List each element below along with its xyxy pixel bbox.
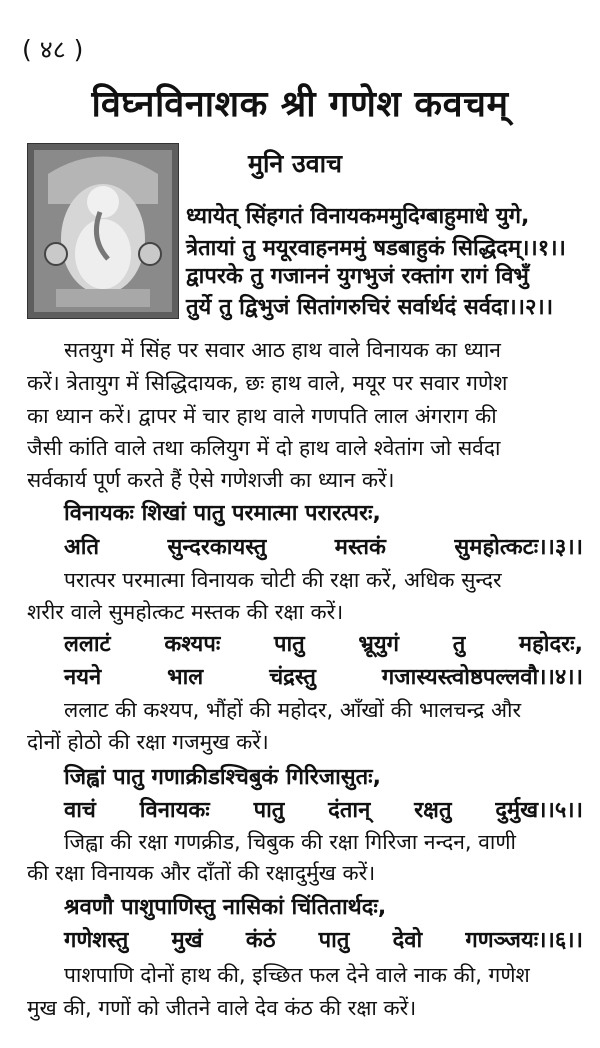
word: भ्रूयुगं <box>358 632 399 657</box>
translation-line: ललाट की कश्यप, भौंहों की महोदर, आँखों की भालचन्द्र और <box>64 698 522 722</box>
verse-line: द्वापरके तु गजाननं युगभुजं रक्तांग रागं विभुँ <box>186 264 529 289</box>
word: भाल <box>167 665 204 690</box>
ganesha-image <box>27 143 179 319</box>
verse-line <box>64 537 583 559</box>
word: गणञ्जयः।।६।। <box>465 928 583 953</box>
translation-line: करें। त्रेतायुग में सिद्धिदायक, छः हाथ वाले, मयूर पर सवार गणेश <box>27 371 508 395</box>
verse-line <box>64 930 583 952</box>
verse-line: तुर्ये तु द्विभुजं सितांगरुचिरं सर्वार्थदं सर्वदा।।२।। <box>186 295 554 320</box>
translation-line: सर्वकार्य पूर्ण करते हैं ऐसे गणेशजी का ध्यान करें। <box>27 468 395 492</box>
word: विनायकः <box>139 798 210 823</box>
translation-line: जिह्वा की रक्षा गणक्रीड, चिबुक की रक्षा गिरिजा नन्दन, वाणी <box>64 830 516 854</box>
word: पातु <box>273 632 305 657</box>
verse-line <box>64 634 583 656</box>
word: ललाटं <box>64 632 111 657</box>
word: दुर्मुख।।५।। <box>495 798 583 823</box>
word: वाचं <box>64 798 96 823</box>
translation-line: शरीर वाले सुमहोत्कट मस्तक की रक्षा करें। <box>27 600 344 624</box>
word: गजास्यस्त्वोष्ठपल्लवौ।।४।। <box>381 665 583 690</box>
word: अति <box>64 535 100 560</box>
word: पातु <box>253 798 285 823</box>
translation-line: सतयुग में सिंह पर सवार आठ हाथ वाले विनायक का ध्यान <box>64 338 501 362</box>
verse-line: त्रेतायां तु मयूरवाहनममुं षडबाहुकं सिद्धिदम्।।१।। <box>186 236 566 261</box>
word: मुखं <box>171 928 203 953</box>
word: पातु <box>318 928 350 953</box>
word: कंठं <box>245 928 276 953</box>
word: दंतान् <box>328 798 371 823</box>
word: महोदरः, <box>518 632 583 657</box>
translation-line: की रक्षा विनायक और दाँतों की रक्षादुर्मुख करें। <box>27 861 376 885</box>
translation-line: का ध्यान करें। द्वापर में चार हाथ वाले गणपति लाल अंगराग की <box>27 404 497 428</box>
verse-line <box>64 667 583 689</box>
speaker-heading: मुनि उवाच <box>248 149 342 178</box>
word: रक्षतु <box>414 798 452 823</box>
word: चंद्रस्तु <box>269 665 316 690</box>
page-title: विघ्नविनाशक श्री गणेश कवचम् <box>91 84 509 125</box>
word: तु <box>452 632 466 657</box>
word: मस्तकं <box>334 535 386 560</box>
word: कश्यपः <box>164 632 221 657</box>
word: सुमहोत्कटः।।३।। <box>454 535 583 560</box>
translation-line: परात्पर परमात्मा विनायक चोटी की रक्षा करें, अधिक सुन्दर <box>64 568 502 592</box>
word: गणेशस्तु <box>64 928 129 953</box>
translation-line: पाशपाणि दोनों हाथ की, इच्छित फल देने वाले नाक की, गणेश <box>64 963 530 987</box>
page-number: ( ४८ ) <box>22 35 84 64</box>
word: देवो <box>392 928 423 953</box>
word: नयने <box>64 665 102 690</box>
verse-line: विनायकः शिखां पातु परमात्मा परारत्परः, <box>64 501 381 526</box>
verse-line: जिह्वां पातु गणाक्रीडश्चिबुकं गिरिजासुतः, <box>64 765 381 790</box>
verse-line: ध्यायेत् सिंहगतं विनायकममुदिग्बाहुमाधे युगे, <box>186 204 530 229</box>
word: सुन्दरकायस्तु <box>167 535 267 560</box>
translation-line: मुख की, गणों को जीतने वाले देव कंठ की रक्षा करें। <box>27 996 417 1020</box>
translation-line: जैसी कांति वाले तथा कलियुग में दो हाथ वाले श्वेतांग जो सर्वदा <box>27 436 501 460</box>
translation-line: दोनों होठो की रक्षा गजमुख करें। <box>27 730 269 754</box>
verse-line: श्रवणौ पाशुपाणिस्तु नासिकां चिंतितार्थदः, <box>64 895 387 920</box>
verse-line <box>64 800 583 822</box>
